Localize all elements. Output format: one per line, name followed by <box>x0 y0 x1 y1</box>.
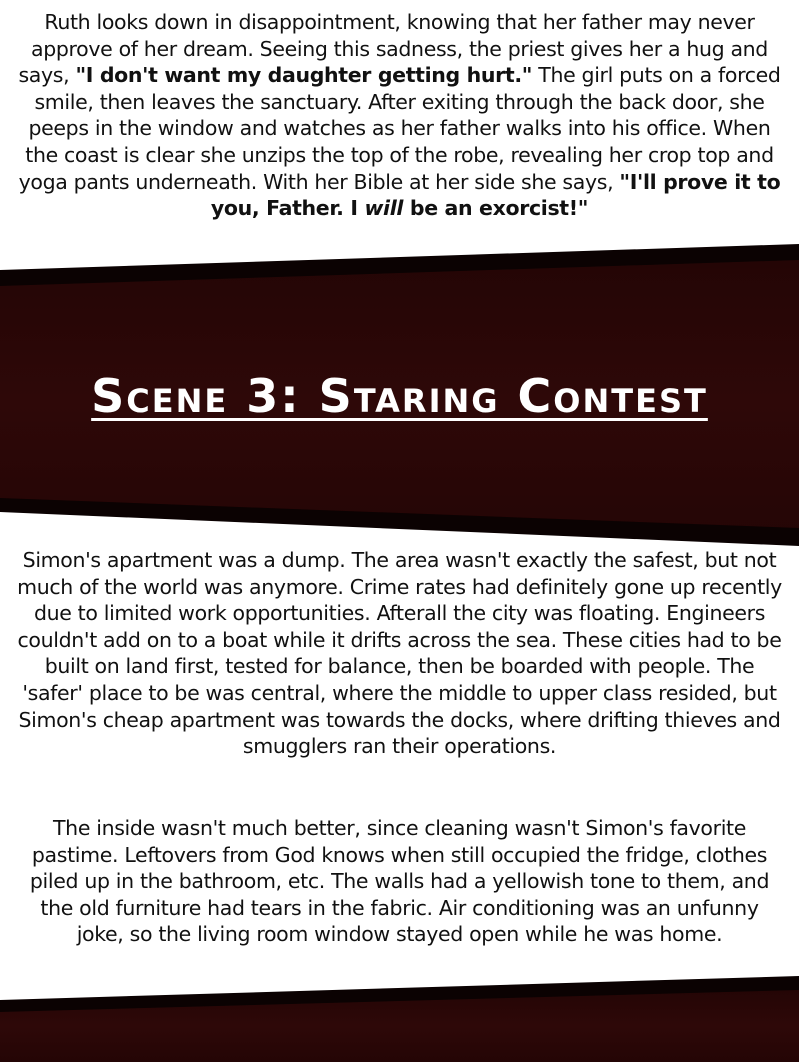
ruth-quote-emphasis: will <box>364 196 404 221</box>
interior-paragraph: The inside wasn't much better, since cleaning wasn't Simon's favorite pastime. Leftovers from God knows when still occupied the fridge, clothes piled up in the bathroom, etc. The walls had a yellowish tone to them, and the old furniture had tears in the fabric. Air conditioning was an unfunny joke, so the living room window stayed open while he was home. <box>29 816 770 947</box>
ruth-quote-part-1: "I'll prove it to you, Father. I <box>210 169 781 221</box>
ruth-quote-part-2: be an exorcist!" <box>403 196 589 221</box>
scene-title: Scene 3: Staring Contest <box>91 369 708 423</box>
priest-quote: "I don't want my daughter getting hurt." <box>75 63 533 88</box>
intro-text-2: The girl puts on a forced smile, then leaves the sanctuary. After exiting through the back door, she peeps in the window and watches as her father walks into his office. When the coast is clear she unzips the top of the robe, revealing her crop top and yoga pants underneath. With her Bible at her side she says, <box>18 63 781 194</box>
intro-text-1: Ruth looks down in disappointment, knowing that her father may never approve of her dream. Seeing this sadness, the priest gives her a hug and says, <box>18 10 768 88</box>
apartment-paragraph: Simon's apartment was a dump. The area wasn't exactly the safest, but not much of the world was anymore. Crime rates had definitely gone up recently due to limited work opportunities. Afterall the city was floating. Engineers couldn't add on to a boat while it drifts across the sea. These cities had to be built on land first, tested for balance, then be boarded with people. The 'safer' place to be was central, where the middle to upper class resided, but Simon's cheap apartment was towards the docks, where drifting thieves and smugglers ran their operations. <box>17 548 782 759</box>
intro-paragraph <box>14 9 785 222</box>
